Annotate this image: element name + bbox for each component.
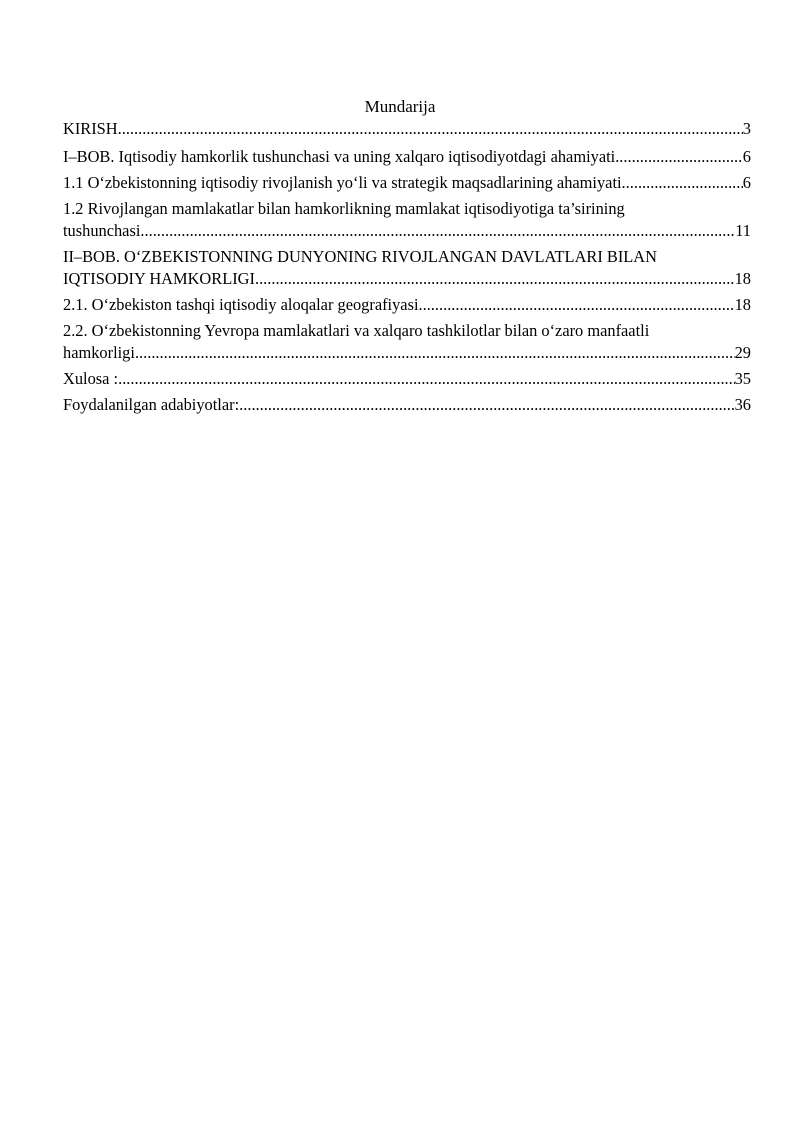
toc-entry-section-1-2 (63, 198, 751, 242)
table-of-contents (63, 118, 751, 420)
toc-entry-text: 1.1 O‘zbekistonning iqtisodiy rivojlanish yo‘li va strategik maqsadlarining ahamiyati (63, 173, 622, 192)
toc-page-number: 35 (734, 369, 751, 388)
toc-title: Mundarija (364, 97, 436, 116)
toc-page-number: 6 (742, 147, 751, 166)
toc-page-number: 3 (742, 119, 751, 138)
toc-entry-first-line: 2.2. O‘zbekistonning Yevropa mamlakatlari va xalqaro tashkilotlar bilan o‘zaro manfaatli (63, 321, 650, 340)
toc-leader-dots (140, 220, 735, 242)
toc-entry-chapter-1 (63, 146, 751, 168)
toc-page-number: 29 (734, 343, 751, 362)
toc-page-number: 11 (735, 221, 751, 240)
toc-leader-dots (239, 394, 734, 416)
toc-leader-dots (118, 118, 743, 140)
toc-entry-chapter-2 (63, 246, 751, 290)
toc-leader-dots (135, 342, 735, 364)
toc-entry-text: Foydalanilgan adabiyotlar: (63, 395, 240, 414)
toc-entry-text: hamkorligi (63, 343, 135, 362)
toc-entry-adabiyotlar (63, 394, 751, 416)
toc-page-number: 18 (734, 269, 751, 288)
toc-entry-kirish (63, 118, 751, 140)
toc-entry-first-line: 1.2 Rivojlangan mamlakatlar bilan hamkorlikning mamlakat iqtisodiyotiga ta’sirining (63, 199, 625, 218)
toc-entry-xulosa (63, 368, 751, 390)
toc-leader-dots (255, 268, 735, 290)
toc-entry-section-1-1 (63, 172, 751, 194)
toc-leader-dots (419, 294, 735, 316)
toc-entry-text: tushunchasi (63, 221, 141, 240)
toc-leader-dots (622, 172, 743, 194)
toc-leader-dots (118, 368, 735, 390)
toc-leader-dots (615, 146, 743, 168)
toc-page-number: 6 (742, 173, 751, 192)
toc-entry-text: IQTISODIY HAMKORLIGI (63, 269, 255, 288)
toc-entry-text: Xulosa : (63, 369, 119, 388)
toc-entry-first-line: II–BOB. O‘ZBEKISTONNING DUNYONING RIVOJLANGAN DAVLATLARI BILAN (63, 247, 657, 266)
toc-entry-text: KIRISH (63, 119, 118, 138)
toc-page-number: 36 (734, 395, 751, 414)
toc-entry-section-2-2 (63, 320, 751, 364)
toc-entry-text: I–BOB. Iqtisodiy hamkorlik tushunchasi va uning xalqaro iqtisodiyotdagi ahamiyati (63, 147, 616, 166)
toc-page-number: 18 (734, 295, 751, 314)
toc-entry-text: 2.1. O‘zbekiston tashqi iqtisodiy aloqalar geografiyasi (63, 295, 419, 314)
toc-entry-section-2-1 (63, 294, 751, 316)
